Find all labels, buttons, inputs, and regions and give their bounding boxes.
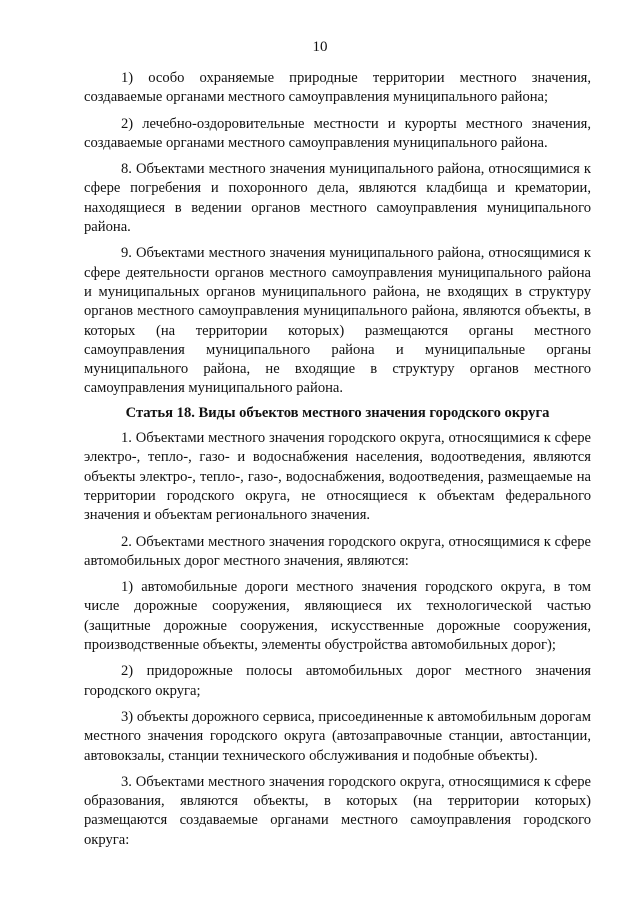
paragraph-roads-item-3: 3) объекты дорожного сервиса, присоединенные к автомобильным дорогам местного значения городского округа (автозаправочные станции, автостанции, автовокзалы, станции технического обслуживания и подобные объекты). bbox=[84, 708, 591, 764]
paragraph-1-utilities: 1. Объектами местного значения городского округа, относящимися к сфере электро-, тепло-, газо- и водоснабжения населения, водоотведения, являются объекты электро-, тепло-, газо-, водоснабжения, водоотведения, размещаемые на территории городского округа, не относящиеся к объектам федерального значения и объектам регионального значения. bbox=[84, 430, 591, 524]
paragraph-9-local-government-objects: 9. Объектами местного значения муниципального района, относящимися к сфере деятельности органов местного самоуправления муниципального района и муниципальных органов муниципального района, не входящих в структуру органов местного самоуправления муниципального района, являются объекты, в которых (на территории которых) размещаются органы местного самоуправления муниципального района и муниципальные органы муниципального района, не входящие в структуру органов местного самоуправления муниципального района. bbox=[84, 245, 591, 397]
paragraph-3-education: 3. Объектами местного значения городского округа, относящимися к сфере образования, являются объекты, в которых (на территории которых) размещаются создаваемые органами местного самоуправления городского округа: bbox=[84, 773, 591, 848]
document-body bbox=[84, 69, 591, 857]
paragraph-item-2-resorts: 2) лечебно-оздоровительные местности и курорты местного значения, создаваемые органами местного самоуправления муниципального района. bbox=[84, 115, 591, 151]
article-18-heading: Статья 18. Виды объектов местного значения городского округа bbox=[125, 404, 550, 421]
paragraph-2-roads: 2. Объектами местного значения городского округа, относящимися к сфере автомобильных дорог местного значения, являются: bbox=[84, 533, 591, 569]
paragraph-item-1-protected-areas: 1) особо охраняемые природные территории местного значения, создаваемые органами местного самоуправления муниципального района; bbox=[84, 70, 591, 106]
paragraph-roads-item-2: 2) придорожные полосы автомобильных дорог местного значения городского округа; bbox=[84, 663, 591, 699]
page-number: 10 bbox=[312, 39, 328, 55]
paragraph-8-burial-objects: 8. Объектами местного значения муниципального района, относящимися к сфере погребения и похоронного дела, являются кладбища и крематории, находящиеся в ведении органов местного самоуправления муниципального района. bbox=[84, 161, 591, 236]
paragraph-roads-item-1: 1) автомобильные дороги местного значения городского округа, в том числе дорожные сооружения, являющиеся их технологической частью (защитные дорожные сооружения, искусственные дорожные сооружения, производственные объекты, элементы обустройства автомобильных дорог); bbox=[84, 579, 591, 654]
